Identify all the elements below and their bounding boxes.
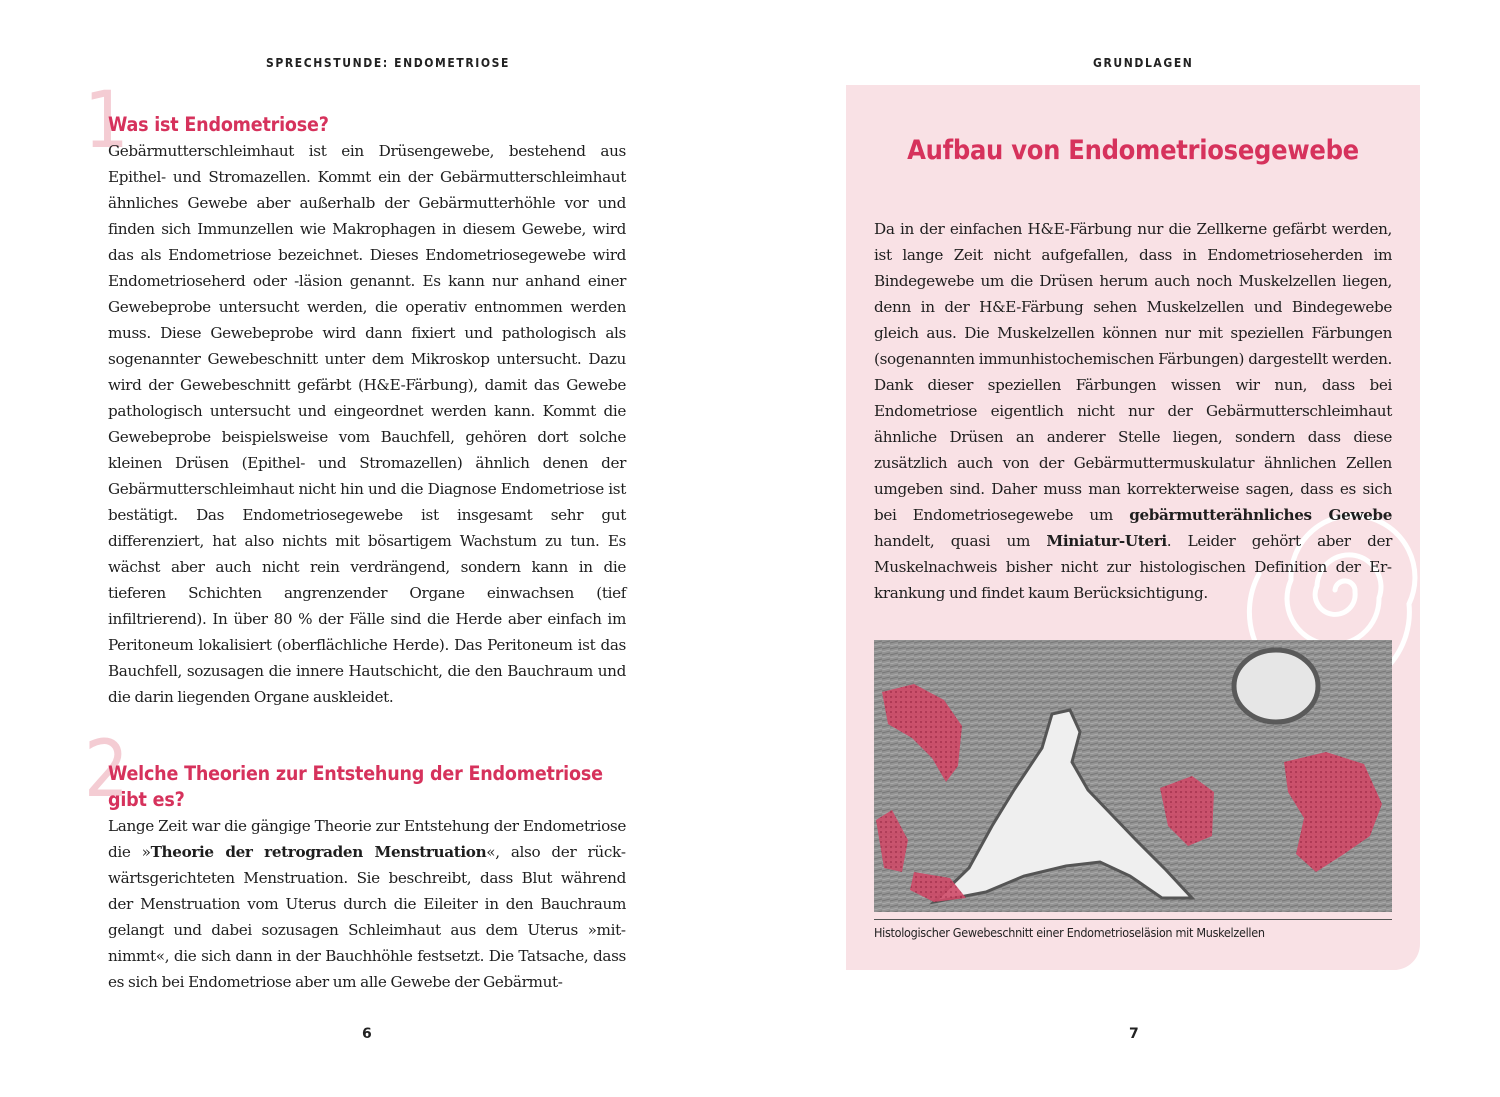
box-text-part: handelt, quasi um	[874, 532, 1047, 550]
section-title-1: Was ist Endometriose?	[108, 113, 329, 136]
running-head-left: SPRECHSTUNDE: ENDOMETRIOSE	[266, 56, 510, 70]
caption-divider	[874, 919, 1392, 920]
box-text-part: Da in der einfachen H&E-Färbung nur die Zellkerne gefärbt werden, ist lange Zeit nicht aufgefallen, dass in Endometrioseherden im Bindegewebe um die Drüsen herum auch noch Muskelzellen liegen, denn in der H&E-Färbung sehen Muskelzellen und Bindegewebe gleich aus. Die Muskelzellen können nur mit speziellen Färbungen (sogenannten immunhistochemischen Färbungen) dargestellt werden. Dank dieser speziellen Färbungen wissen wir nun, dass bei Endometriose eigentlich nicht nur der Gebärmutterschleimhaut ähnliche Drüsen an anderer Stelle liegen, sondern dass diese zusätzlich auch von der Gebärmuttermuskulatur ähnlichen Zellen umgeben sind. Daher muss man korrekterweise sagen, dass es sich bei Endometriosegewebe um	[874, 220, 1392, 524]
page-number-left: 6	[362, 1026, 372, 1042]
section-text-2-part: «, also der rückwärtsgerichteten Menstruation. Sie beschreibt, dass Blut während der Menstruation vom Uterus durch die Eileiter in den Bauchraum gelangt und dabei sozusagen Schleimhaut aus dem Uterus »mitnimmt«, die sich dann in der Bauchhöhle festsetzt. Die Tatsache, dass es sich bei Endometriose aber um alle Gewebe der Gebärmut-	[108, 843, 626, 991]
section-2	[84, 725, 626, 995]
info-box	[846, 85, 1420, 970]
figure-caption: Histologischer Gewebeschnitt einer Endometrioseläsion mit Muskelzellen	[874, 925, 1265, 940]
box-text-part: . Leider gehört aber der Muskelnachweis bisher nicht zur histologischen Definition der Erkrankung und findet kaum Berücksichtigung.	[874, 532, 1392, 602]
box-text-bold: Miniatur-Uteri	[1046, 532, 1167, 550]
section-1	[84, 76, 626, 710]
section-text-1: Gebärmutterschleimhaut ist ein Drüsengewebe, bestehend aus Epithel- und Stromazellen. Kommt ein der Gebärmutterschleimhaut ähnliches Gewebe aber außerhalb der Gebärmutterhöhle vor und finden sich Immunzellen wie Makrophagen in diesem Gewebe, wird das als Endometriose bezeichnet. Dieses Endometriosegewebe wird Endometrioseherd oder -läsion genannt. Es kann nur anhand einer Gewebeprobe untersucht werden, die operativ entnommen werden muss. Diese Gewebeprobe wird dann fixiert und pathologisch als sogenannter Gewebeschnitt unter dem Mikroskop untersucht. Dazu wird der Gewebeschnitt gefärbt (H&E-Färbung), damit das Gewebe pathologisch untersucht und eingeordnet werden kann. Kommt die Gewebeprobe beispielsweise vom Bauchfell, gehören dort solche kleinen Drüsen (Epithel- und Stromazellen) ähnlich denen der Gebärmutterschleimhaut nicht hin und die Diagnose Endometriose ist bestätigt. Das Endometriosegewebe ist insgesamt sehr gut differenziert, hat also nichts mit bösartigem Wachstum zu tun. Es wächst aber auch nicht rein verdrängend, sondern kann in die tieferen Schichten angrenzender Organe einwachsen (tief infiltrierend). In über 80 % der Fälle sind die Herde aber einfach im Peritoneum lokalisiert (oberflächliche Herde). Das Peritoneum ist das Bauchfell, sozusagen die innere Hautschicht, die den Bauchraum und die darin liegenden Organe auskleidet.	[108, 142, 626, 706]
histology-image	[874, 640, 1392, 912]
page-number-right: 7	[1129, 1026, 1139, 1042]
histology-illustration	[874, 640, 1392, 912]
section-number-2: 2	[84, 725, 129, 815]
running-head-right: GRUNDLAGEN	[1093, 56, 1194, 70]
section-number-1: 1	[84, 76, 129, 166]
section-text-2-bold: Theorie der retrograden Menstruation	[150, 843, 487, 861]
section-title-2: Welche Theorien zur Entstehung der Endometriose gibt es?	[108, 762, 603, 811]
box-text-bold: gebärmutterähnliches Gewebe	[1129, 506, 1393, 524]
section-text-2-part: Lange Zeit war die gängige Theorie zur Entstehung der Endometriose die »	[108, 817, 626, 861]
box-title: Aufbau von Endometriosegewebe	[907, 135, 1359, 166]
section-text-2	[108, 813, 626, 995]
box-text	[874, 216, 1392, 606]
